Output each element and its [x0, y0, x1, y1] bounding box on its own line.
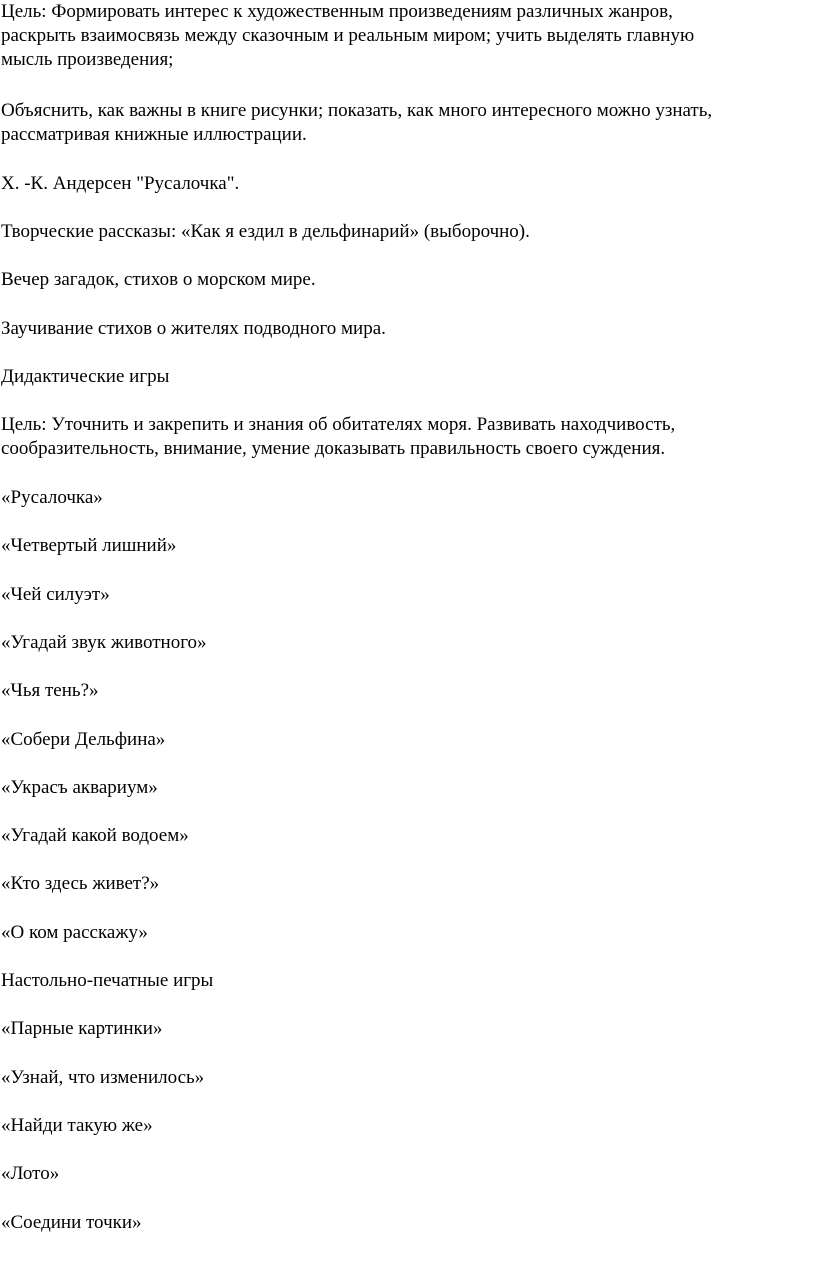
creative-stories-line — [1, 220, 809, 244]
text-line: мысль произведения; — [1, 49, 174, 70]
text-line: «Угадай какой водоем» — [1, 825, 189, 846]
board-games-heading — [1, 969, 809, 993]
text-line: «Кто здесь живет?» — [1, 873, 160, 894]
list-item — [1, 486, 809, 510]
text-line: «Чей силуэт» — [1, 584, 110, 605]
text-line: сообразительность, внимание, умение доказывать правильность своего суждения. — [1, 438, 666, 459]
text-line: «Соедини точки» — [1, 1212, 142, 1233]
text-line: Дидактические игры — [1, 366, 170, 387]
text-line: «Парные картинки» — [1, 1018, 163, 1039]
text-line: «Угадай звук животного» — [1, 632, 207, 653]
list-item — [1, 921, 809, 945]
text-line: Цель: Формировать интерес к художественным произведениям различных жанров, — [1, 1, 673, 22]
evening-line — [1, 268, 809, 292]
text-line: «Собери Дельфина» — [1, 729, 166, 750]
list-item — [1, 1017, 809, 1041]
list-item — [1, 631, 809, 655]
list-item — [1, 1114, 809, 1138]
goal-paragraph — [1, 0, 809, 72]
text-line: рассматривая книжные иллюстрации. — [1, 124, 307, 145]
text-line: Творческие рассказы: «Как я ездил в дельфинарий» (выборочно). — [1, 221, 530, 242]
didactic-goal-paragraph — [1, 413, 809, 461]
list-item — [1, 1066, 809, 1090]
text-line: «Узнай, что изменилось» — [1, 1067, 205, 1088]
text-line: «Найди такую же» — [1, 1115, 153, 1136]
text-line: Вечер загадок, стихов о морском мире. — [1, 269, 316, 290]
text-line: «Четвертый лишний» — [1, 535, 177, 556]
list-item — [1, 534, 809, 558]
list-item — [1, 583, 809, 607]
list-item — [1, 1211, 809, 1235]
didactic-games-heading — [1, 365, 809, 389]
text-line: «О ком расскажу» — [1, 922, 148, 943]
list-item — [1, 679, 809, 703]
text-line: Настольно-печатные игры — [1, 970, 214, 991]
list-item — [1, 872, 809, 896]
text-line: «Украсъ аквариум» — [1, 777, 158, 798]
text-line: Х. -К. Андерсен "Русалочка". — [1, 173, 240, 194]
list-item — [1, 728, 809, 752]
list-item — [1, 824, 809, 848]
text-line: Заучивание стихов о жителях подводного мира. — [1, 318, 386, 339]
illustrations-paragraph — [1, 99, 809, 147]
book-title-line — [1, 172, 809, 196]
memorization-line — [1, 317, 809, 341]
text-line: «Лото» — [1, 1163, 60, 1184]
text-line: «Русалочка» — [1, 487, 103, 508]
text-line: раскрыть взаимосвязь между сказочным и реальным миром; учить выделять главную — [1, 25, 695, 46]
list-item — [1, 1162, 809, 1186]
text-line: Цель: Уточнить и закрепить и знания об обитателях моря. Развивать находчивость, — [1, 414, 676, 435]
list-item — [1, 776, 809, 800]
text-line: Объяснить, как важны в книге рисунки; показать, как много интересного можно узнать, — [1, 100, 713, 121]
text-line: «Чья тень?» — [1, 680, 99, 701]
